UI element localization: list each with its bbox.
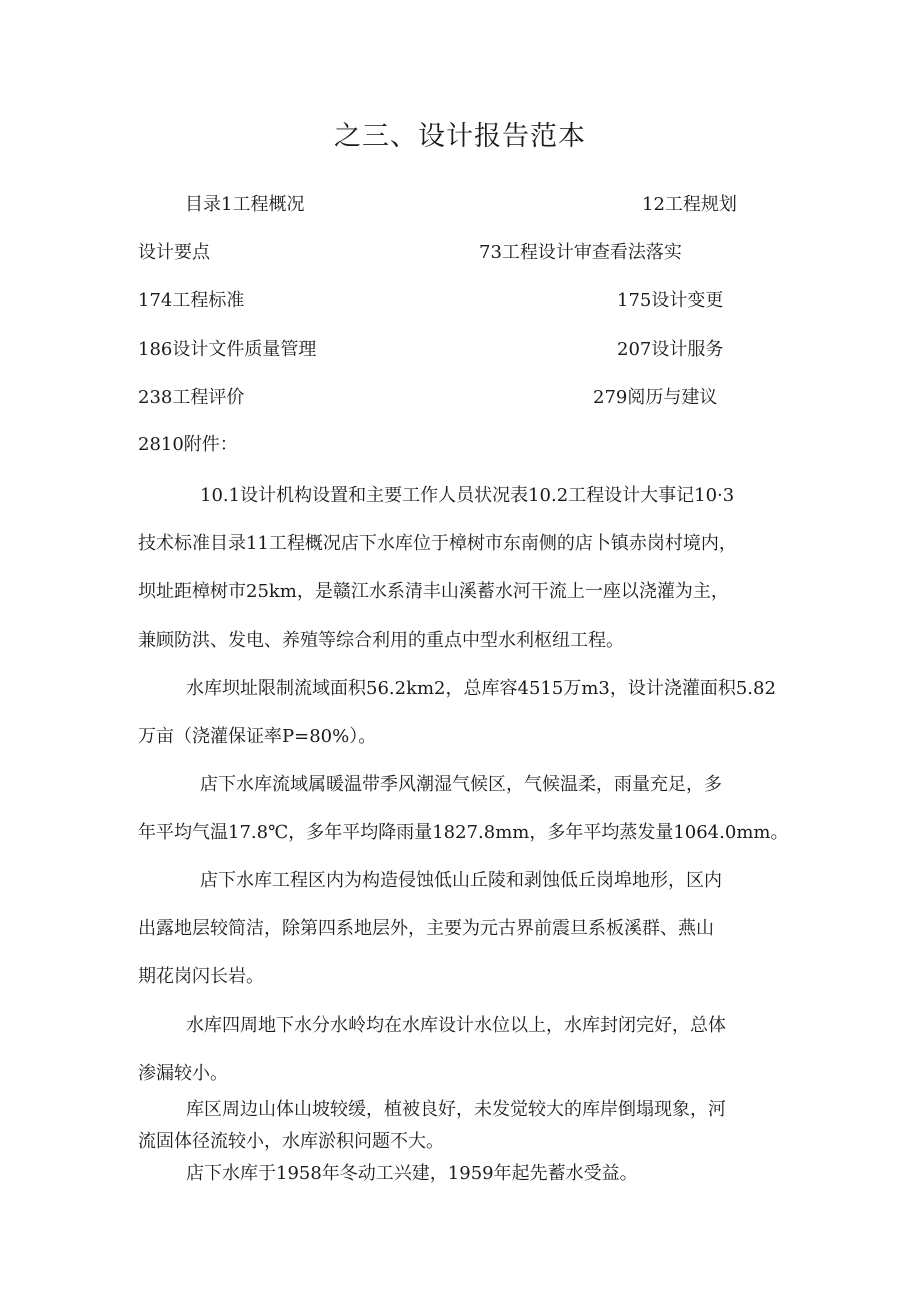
- toc-entry: 目录1工程概况: [185, 194, 305, 215]
- paragraph-line: 年平均气温17.8℃，多年平均降雨量1827.8mm，多年平均蒸发量1064.0mm。: [138, 822, 789, 843]
- paragraph-line: 店下水库于1958年冬动工兴建，1959年起先蓄水受益。: [186, 1163, 638, 1184]
- paragraph-line: 坝址距樟树市25km，是赣江水系清丰山溪蓄水河干流上一座以浇灌为主，: [138, 581, 729, 602]
- paragraph-line: 万亩（浇灌保证率P=80%）。: [138, 726, 377, 747]
- paragraph-line: 水库四周地下水分水岭均在水库设计水位以上，水库封闭完好，总体: [186, 1015, 726, 1036]
- toc-entry: 2810附件：: [138, 434, 238, 455]
- paragraph-line: 店下水库流域属暖温带季风潮湿气候区，气候温柔，雨量充足，多: [200, 774, 722, 795]
- paragraph-line: 库区周边山体山坡较缓，植被良好，未发觉较大的库岸倒塌现象，河: [186, 1099, 726, 1120]
- toc-entry: 186设计文件质量管理: [138, 339, 317, 360]
- toc-entry: 设计要点: [138, 242, 210, 263]
- paragraph-line: 10.1设计机构设置和主要工作人员状况表10.2工程设计大事记10·3: [200, 485, 735, 506]
- toc-entry: 207设计服务: [617, 339, 724, 360]
- paragraph-line: 店下水库工程区内为构造侵蚀低山丘陵和剥蚀低丘岗埠地形，区内: [200, 870, 722, 891]
- paragraph-line: 期花岗闪长岩。: [138, 966, 264, 987]
- toc-entry: 238工程评价: [138, 387, 245, 408]
- paragraph-line: 流固体径流较小，水库淤积问题不大。: [138, 1131, 444, 1152]
- toc-entry: 175设计变更: [617, 290, 724, 311]
- paragraph-line: 渗漏较小。: [138, 1063, 228, 1084]
- toc-entry: 12工程规划: [642, 194, 737, 215]
- paragraph-line: 水库坝址限制流域面积56.2km2，总库容4515万m3，设计浇灌面积5.82: [186, 678, 776, 699]
- paragraph-line: 出露地层较简洁，除第四系地层外，主要为元古界前震旦系板溪群、燕山: [138, 918, 714, 939]
- paragraph-line: 技术标准目录11工程概况店下水库位于樟树市东南侧的店卜镇赤岗村境内，: [138, 533, 737, 554]
- page-title: 之三、设计报告范本: [334, 121, 586, 152]
- toc-entry: 73工程设计审查看法落实: [479, 242, 682, 263]
- toc-entry: 279阅历与建议: [593, 387, 718, 408]
- paragraph-line: 兼顾防洪、发电、养殖等综合利用的重点中型水利枢纽工程。: [138, 630, 624, 651]
- toc-entry: 174工程标准: [138, 290, 245, 311]
